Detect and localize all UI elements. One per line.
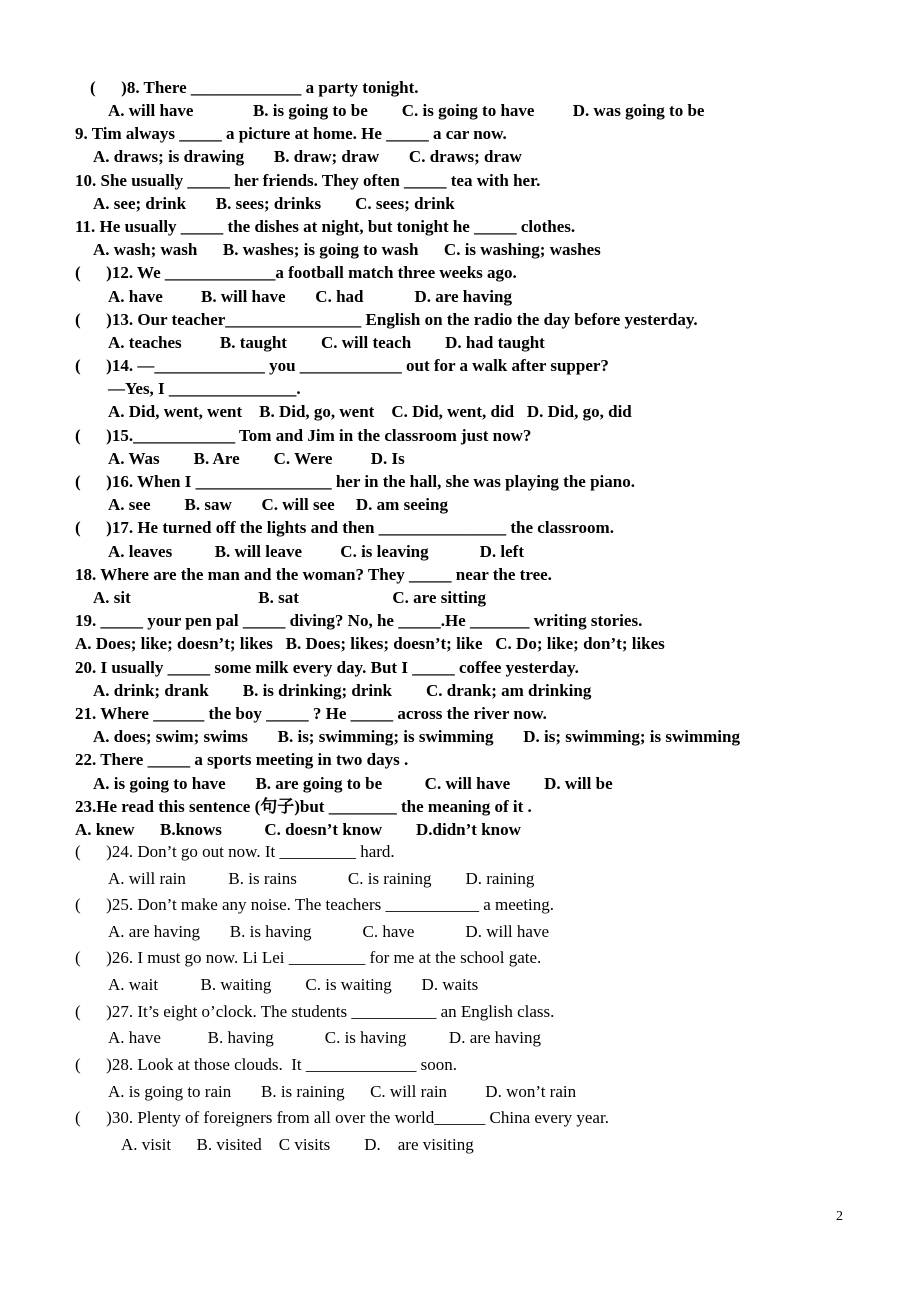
question-30-stem: ( )30. Plenty of foreigners from all over the world______ China every year.: [75, 1108, 609, 1127]
question-26-stem: ( )26. I must go now. Li Lei _________ for me at the school gate.: [75, 948, 542, 967]
question-15-stem: ( )15.____________ Tom and Jim in the classroom just now?: [75, 426, 532, 445]
question-15-options: A. Was B. Are C. Were D. Is: [108, 449, 405, 468]
question-28-options: A. is going to rain B. is raining C. will rain D. won’t rain: [108, 1082, 577, 1101]
question-10-options: A. see; drink B. sees; drinks C. sees; drink: [93, 194, 455, 213]
question-12-options: A. have B. will have C. had D. are having: [108, 287, 512, 306]
question-24-stem: ( )24. Don’t go out now. It _________ hard.: [75, 842, 395, 861]
question-13-stem: ( )13. Our teacher________________ English on the radio the day before yesterday.: [75, 310, 698, 329]
question-18-stem: 18. Where are the man and the woman? They _____ near the tree.: [75, 565, 552, 584]
question-26-options: A. wait B. waiting C. is waiting D. waits: [108, 975, 479, 994]
question-23-options: A. knew B.knows C. doesn’t know D.didn’t know: [75, 820, 521, 839]
question-30-options: A. visit B. visited C visits D. are visiting: [121, 1135, 474, 1154]
question-16-stem: ( )16. When I ________________ her in the hall, she was playing the piano.: [75, 472, 635, 491]
page-number: 2: [836, 1209, 843, 1224]
question-23-stem: 23.He read this sentence (句子)but ________ the meaning of it .: [75, 797, 532, 816]
question-22-options: A. is going to have B. are going to be C. will have D. will be: [93, 774, 613, 793]
question-24-options: A. will rain B. is rains C. is raining D. raining: [108, 869, 535, 888]
question-27-stem: ( )27. It’s eight o’clock. The students __________ an English class.: [75, 1002, 555, 1021]
question-13-options: A. teaches B. taught C. will teach D. had taught: [108, 333, 545, 352]
question-8-stem: ( )8. There _____________ a party tonight.: [90, 78, 419, 97]
question-25-stem: ( )25. Don’t make any noise. The teachers ___________ a meeting.: [75, 895, 555, 914]
question-20-stem: 20. I usually _____ some milk every day. But I _____ coffee yesterday.: [75, 658, 579, 677]
question-12-stem: ( )12. We _____________a football match three weeks ago.: [75, 263, 517, 282]
question-21-stem: 21. Where ______ the boy _____ ? He _____ across the river now.: [75, 704, 547, 723]
question-25-options: A. are having B. is having C. have D. will have: [108, 922, 549, 941]
question-20-options: A. drink; drank B. is drinking; drink C. drank; am drinking: [93, 681, 592, 700]
question-21-options: A. does; swim; swims B. is; swimming; is swimming D. is; swimming; is swimming: [93, 727, 740, 746]
question-11-stem: 11. He usually _____ the dishes at night, but tonight he _____ clothes.: [75, 217, 576, 236]
question-14-options: A. Did, went, went B. Did, go, went C. Did, went, did D. Did, go, did: [108, 402, 632, 421]
question-14-reply: —Yes, I _______________.: [108, 379, 301, 398]
question-8-options: A. will have B. is going to be C. is going to have D. was going to be: [108, 101, 705, 120]
question-27-options: A. have B. having C. is having D. are having: [108, 1028, 541, 1047]
question-10-stem: 10. She usually _____ her friends. They often _____ tea with her.: [75, 171, 541, 190]
question-19-options: A. Does; like; doesn’t; likes B. Does; likes; doesn’t; like C. Do; like; don’t; likes: [75, 634, 665, 653]
question-14-stem: ( )14. —_____________ you ____________ out for a walk after supper?: [75, 356, 609, 375]
question-28-stem: ( )28. Look at those clouds. It _____________ soon.: [75, 1055, 457, 1074]
question-22-stem: 22. There _____ a sports meeting in two days .: [75, 750, 409, 769]
question-9-options: A. draws; is drawing B. draw; draw C. draws; draw: [93, 147, 522, 166]
question-11-options: A. wash; wash B. washes; is going to wash C. is washing; washes: [93, 240, 601, 259]
question-16-options: A. see B. saw C. will see D. am seeing: [108, 495, 448, 514]
question-19-stem: 19. _____ your pen pal _____ diving? No, he _____.He _______ writing stories.: [75, 611, 643, 630]
question-17-options: A. leaves B. will leave C. is leaving D. left: [108, 542, 524, 561]
question-9-stem: 9. Tim always _____ a picture at home. He _____ a car now.: [75, 124, 507, 143]
question-18-options: A. sit B. sat C. are sitting: [93, 588, 487, 607]
question-17-stem: ( )17. He turned off the lights and then _______________ the classroom.: [75, 518, 614, 537]
